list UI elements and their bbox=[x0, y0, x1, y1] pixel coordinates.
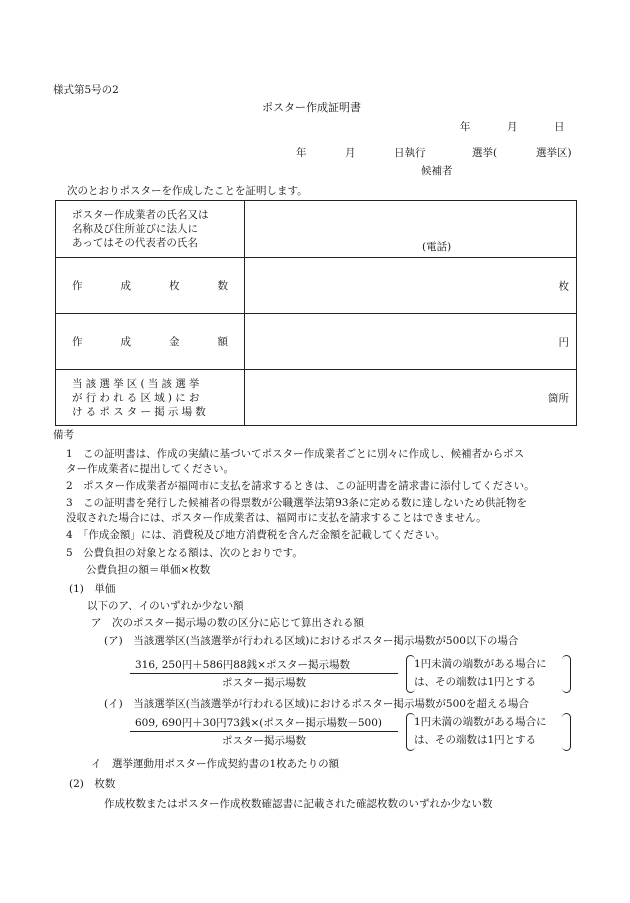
rounding-note-1: 1円未満の端数がある場合に bbox=[414, 658, 547, 670]
label-char: 成 bbox=[120, 336, 131, 348]
label-line: ポスター作成業者の氏名又は bbox=[72, 209, 209, 221]
contractor-label-cell bbox=[56, 201, 245, 258]
date-year: 年 bbox=[460, 121, 471, 133]
label-char: 作 bbox=[72, 336, 83, 348]
note-3-cont: 没収された場合には、ポスター作成業者は、福岡市に支払を請求することはできません。 bbox=[66, 512, 487, 524]
document-title: ポスター作成証明書 bbox=[262, 101, 361, 114]
exec-month: 月 bbox=[345, 147, 356, 159]
exec-district: 選挙区) bbox=[536, 147, 572, 159]
note-4: 4 「作成金額」には、消費税及び地方消費税を含んだ金額を記載してください。 bbox=[66, 529, 446, 541]
candidate-label: 候補者 bbox=[421, 165, 453, 177]
exec-election: 選挙( bbox=[472, 147, 498, 159]
note-2: 2 ポスター作成業者が福岡市に支払を請求するときは、この証明書を請求書に添付してください。 bbox=[66, 480, 535, 492]
fraction-bar bbox=[130, 673, 398, 674]
note-5: 5 公費負担の対象となる額は、次のとおりです。 bbox=[66, 547, 303, 559]
label-char: 枚 bbox=[169, 280, 180, 292]
formula-a1-denominator: ポスター掲示場数 bbox=[222, 677, 306, 689]
unit-price-heading: (1) 単価 bbox=[69, 583, 116, 595]
date-day: 日 bbox=[554, 121, 565, 133]
item-a1-heading: (ア) 当該選挙区(当該選挙が行われる区域)におけるポスター掲示場数が500以下の場合 bbox=[104, 635, 519, 647]
unit-label: 円 bbox=[558, 336, 569, 348]
count-heading: (2) 枚数 bbox=[69, 778, 116, 790]
item-b-heading: イ 選挙運動用ポスター作成契約書の1枚あたりの額 bbox=[91, 758, 340, 770]
date-month: 月 bbox=[507, 121, 518, 133]
formula-a1-numerator: 316, 250円＋586円88銭×ポスター掲示場数 bbox=[135, 659, 350, 671]
quantity-value-cell[interactable] bbox=[245, 258, 577, 314]
amount-label-cell bbox=[56, 314, 245, 370]
label-char: 作 bbox=[72, 280, 83, 292]
public-cost-formula: 公費負担の額＝単価×枚数 bbox=[86, 564, 211, 576]
fraction-bar bbox=[130, 731, 398, 732]
label-line: が行われる区域)にお bbox=[72, 391, 203, 404]
label-line: 名称及び住所並びに法人に bbox=[72, 223, 198, 235]
form-number: 様式第5号の2 bbox=[53, 84, 119, 96]
poster-sites-value-cell[interactable] bbox=[245, 370, 577, 426]
exec-day: 日執行 bbox=[394, 147, 426, 159]
label-char: 金 bbox=[169, 336, 180, 348]
table-row bbox=[56, 314, 577, 370]
notes-heading: 備考 bbox=[53, 429, 74, 441]
label-line: 当該選挙区(当該選挙 bbox=[72, 377, 203, 390]
note-3: 3 この証明書を発行した候補者の得票数が公職選挙法第93条に定める数に達しないため供託物を bbox=[66, 497, 528, 509]
note-1-cont: ター作成業者に提出してください。 bbox=[66, 463, 234, 475]
rounding-note-2: は、その端数は1円とする bbox=[414, 734, 537, 746]
rounding-note-2: は、その端数は1円とする bbox=[414, 676, 537, 688]
label-line: あってはその代表者の氏名 bbox=[72, 237, 198, 249]
table-row bbox=[56, 258, 577, 314]
right-bracket bbox=[562, 713, 571, 751]
contractor-value-cell[interactable] bbox=[245, 201, 577, 258]
label-char: 数 bbox=[217, 280, 228, 292]
note-1: 1 この証明書は、作成の実績に基づいてポスター作成業者ごとに別々に作成し、候補者からポス bbox=[66, 448, 525, 460]
right-bracket bbox=[562, 655, 571, 693]
exec-year: 年 bbox=[296, 147, 307, 159]
count-text: 作成枚数またはポスター作成枚数確認書に記載された確認枚数のいずれか少ない数 bbox=[104, 798, 493, 810]
quantity-label-cell bbox=[56, 258, 245, 314]
item-a2-heading: (イ) 当該選挙区(当該選挙が行われる区域)におけるポスター掲示場数が500を超える場合 bbox=[104, 698, 529, 710]
label-line: けるポスター掲示場数 bbox=[72, 405, 209, 418]
formula-a2-denominator: ポスター掲示場数 bbox=[222, 735, 306, 747]
amount-value-cell[interactable] bbox=[245, 314, 577, 370]
item-a-heading: ア 次のポスター掲示場の数の区分に応じて算出される額 bbox=[91, 617, 364, 629]
phone-label: (電話) bbox=[422, 241, 452, 253]
lesser-amount-text: 以下のア、イのいずれか少ない額 bbox=[87, 600, 244, 612]
certificate-table bbox=[55, 200, 577, 426]
formula-a2-numerator: 609, 690円＋30円73銭×(ポスター掲示場数－500) bbox=[135, 717, 383, 729]
label-char: 額 bbox=[217, 336, 228, 348]
intro-text: 次のとおりポスターを作成したことを証明します。 bbox=[67, 185, 308, 197]
unit-label: 枚 bbox=[558, 280, 569, 292]
rounding-note-1: 1円未満の端数がある場合に bbox=[414, 716, 547, 728]
unit-label: 箇所 bbox=[548, 392, 569, 404]
poster-sites-label-cell bbox=[56, 370, 245, 426]
table-row bbox=[56, 370, 577, 426]
label-char: 成 bbox=[120, 280, 131, 292]
table-row bbox=[56, 201, 577, 258]
